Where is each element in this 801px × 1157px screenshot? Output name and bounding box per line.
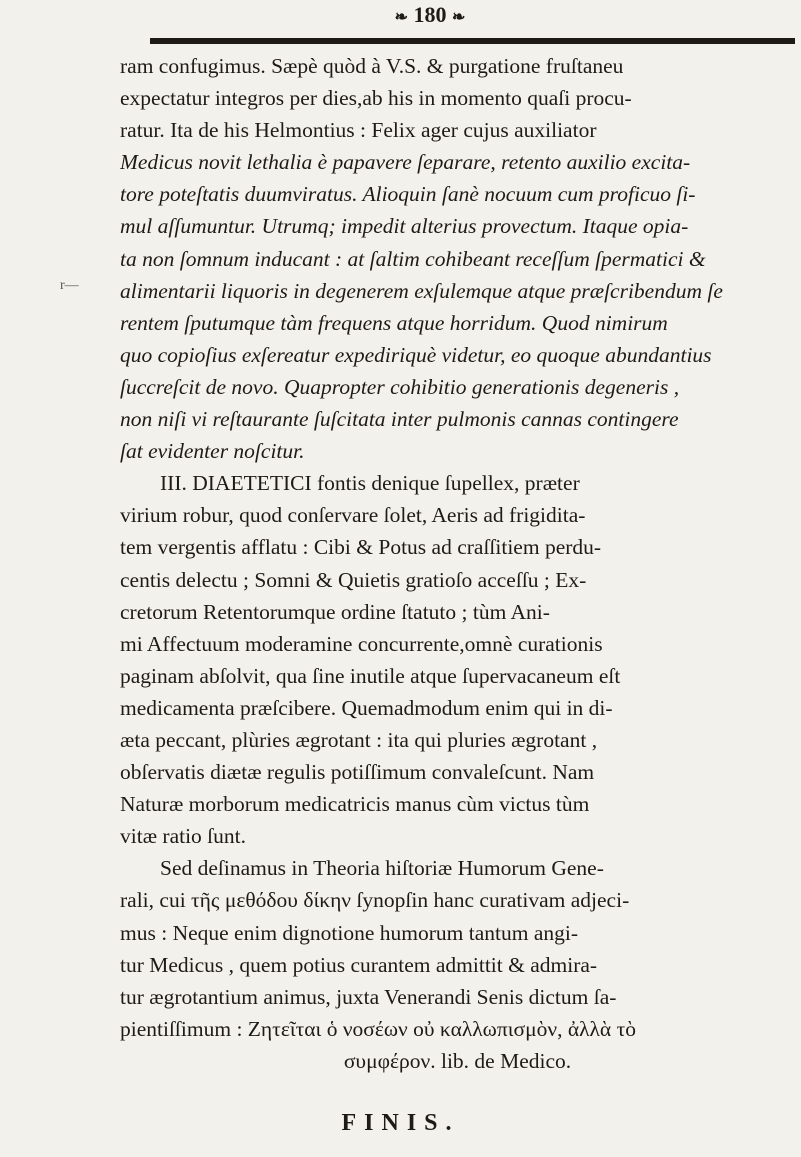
text-line: obſervatis diætæ regulis potiſſimum convaleſcunt. Nam [120, 760, 595, 785]
fleuron-right-icon: ❧ [452, 8, 466, 26]
text-line: Naturæ morborum medicatricis manus cùm victus tùm [120, 792, 590, 817]
text-line: alimentarii liquoris in degenerem exſulemque atque præſcribendum ſe [120, 278, 723, 303]
text-line: ram confugimus. Sæpè quòd à V.S. & purgatione fruſtaneu [120, 54, 624, 78]
margin-note: r— [60, 278, 79, 293]
text-line: tem vergentis afflatu : Cibi & Potus ad craſſitiem perdu- [120, 535, 602, 560]
text-line: ratur. Ita de his Helmontius : Felix ager cujus auxiliator [120, 118, 597, 143]
header-rule [150, 38, 795, 44]
text-line: paginam abſolvit, qua ſine inutile atque ſupervacaneum eſt [120, 663, 621, 688]
text-line: rentem ſputumque tàm frequens atque horridum. Quod nimirum [120, 310, 668, 335]
text-line: Medicus novit lethalia è papavere ſeparare, retento auxilio excita- [120, 150, 691, 175]
text-line: mus : Neque enim dignotione humorum tantum angi- [120, 920, 578, 945]
finis-colophon: FINIS. [341, 1110, 460, 1136]
text-line: expectatur integros per dies,ab his in momento quaſi procu- [120, 86, 632, 111]
text-line: tur Medicus , quem potius curantem admittit & admira- [120, 952, 598, 977]
text-line: ſuccreſcit de novo. Quapropter cohibitio generationis degeneris , [120, 374, 680, 399]
body-text [120, 50, 795, 1077]
text-line: tore poteſtatis duumviratus. Alioquin ſanè nocuum cum proficuo ſi- [120, 182, 696, 207]
text-line: vitæ ratio ſunt. [120, 824, 247, 849]
text-line: mi Affectuum moderamine concurrente,omnè curationis [120, 631, 603, 656]
running-header [300, 2, 560, 36]
page-number: 180 [413, 2, 447, 27]
text-line: æta peccant, plùries ægrotant : ita qui pluries ægrotant , [120, 727, 598, 752]
citation-line: συμφέρον. lib. de Medico. [343, 1048, 572, 1073]
text-line: centis delectu ; Somni & Quietis gratioſo acceſſu ; Ex- [120, 567, 587, 592]
text-line: medicamenta præſcibere. Quemadmodum enim qui in di- [120, 695, 613, 720]
text-line: ſat evidenter noſcitur. [120, 439, 305, 464]
text-line: non niſi vi reſtaurante ſuſcitata inter pulmonis cannas contingere [120, 407, 679, 432]
text-line: ta non ſomnum inducant : at ſaltim cohibeant receſſum ſpermatici & [120, 246, 706, 271]
text-line: mul aſſumuntur. Utrumq; impedit alterius provectum. Itaque opia- [120, 214, 689, 239]
text-line: tur ægrotantium animus, juxta Venerandi Senis dictum ſa- [120, 984, 617, 1009]
section-heading: III. DIAETETICI fontis denique ſupellex, præter [160, 471, 580, 496]
fleuron-left-icon: ❧ [394, 8, 408, 26]
text-line: pientiſſimum : Ζητεῖται ὁ νοσέων οὐ καλλωπισμὸν, ἀλλὰ τὸ [120, 1016, 636, 1041]
text-line: quo copioſius exſereatur expediriquè videtur, eo quoque abundantius [120, 342, 712, 367]
text-line: Sed deſinamus in Theoria hiſtoriæ Humorum Gene- [160, 856, 604, 881]
text-line: rali, cui τῆς μεθόδου δίκην ſynopſin hanc curativam adjeci- [120, 888, 630, 913]
text-line: virium robur, quod conſervare ſolet, Aeris ad frigidita- [120, 503, 586, 528]
text-line: cretorum Retentorumque ordine ſtatuto ; tùm Ani- [120, 599, 550, 624]
